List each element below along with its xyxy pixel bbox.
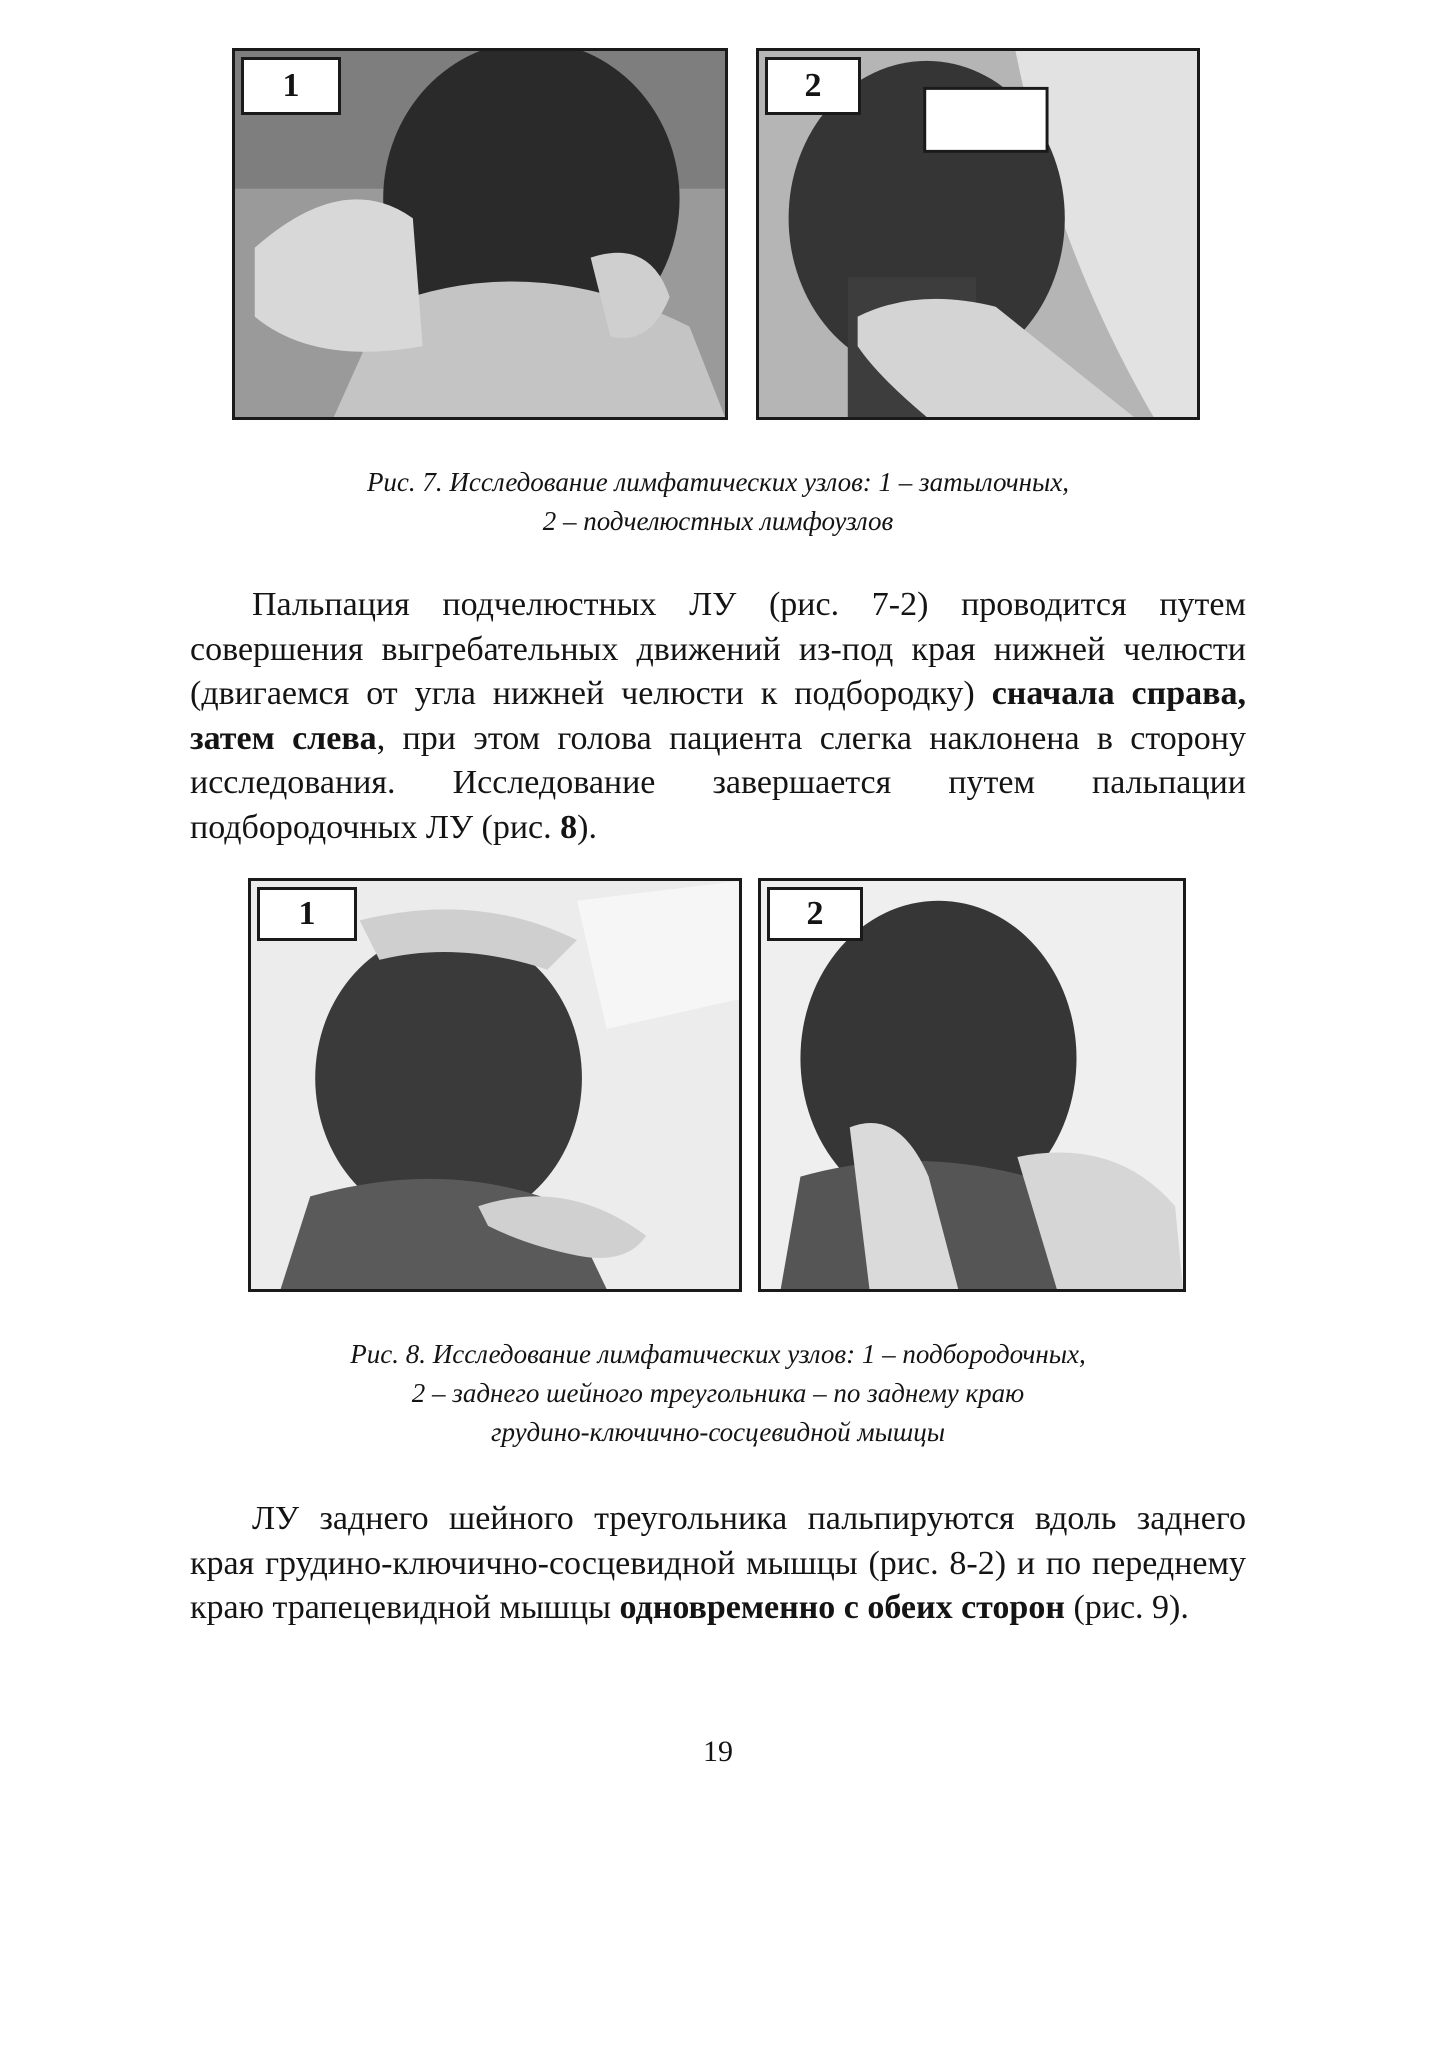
figure7-photo-2 xyxy=(756,48,1200,420)
caption-line: грудино-ключично-сосцевидной мышцы xyxy=(490,1417,946,1447)
paragraph-2 xyxy=(190,1497,1246,1631)
paragraph-1 xyxy=(190,583,1246,850)
page-number: 19 xyxy=(703,1735,733,1768)
posterior-triangle-palpation-photo xyxy=(761,881,1183,1289)
caption-line: 2 – подчелюстных лимфоузлов xyxy=(542,506,894,536)
panel-label: 1 xyxy=(257,887,357,941)
caption-line: 2 – заднего шейного треугольника – по заднему краю xyxy=(411,1378,1025,1408)
panel-label: 1 xyxy=(241,57,341,115)
figure8-caption xyxy=(140,1335,1296,1452)
paragraph-text: ЛУ заднего шейного треугольника пальпируются вдоль заднего края грудино-ключично-сосцевидной мышцы (рис. 8-2) и по переднему краю трапецевидной мышцы одновременно с обеих сторон (рис. 9). xyxy=(190,1500,1246,1626)
paragraph-text: Пальпация подчелюстных ЛУ (рис. 7-2) проводится путем совершения выгребательных движений из-под края нижней челюсти (двигаемся от угла нижней челюсти к подбородку) сначала справа, затем слева, при этом голова пациента слегка наклонена в сторону исследования. Исследование завершается путем пальпации подбородочных ЛУ (рис. 8). xyxy=(190,586,1246,846)
emphasis: сначала справа, затем слева xyxy=(190,675,1246,757)
emphasis: одновременно с обеих сторон xyxy=(619,1589,1065,1626)
figure8-photo-1 xyxy=(248,878,742,1292)
figure8-photo-2 xyxy=(758,878,1186,1292)
panel-label: 2 xyxy=(767,887,863,941)
caption-line: Рис. 7. Исследование лимфатических узлов: 1 – затылочных, xyxy=(366,467,1070,497)
figure7-photo-1 xyxy=(232,48,728,420)
panel-label: 2 xyxy=(765,57,861,115)
caption-line: Рис. 8. Исследование лимфатических узлов: 1 – подбородочных, xyxy=(350,1339,1086,1369)
figure7-caption xyxy=(140,463,1296,541)
chin-palpation-photo xyxy=(251,881,739,1289)
emphasis: 8 xyxy=(560,808,578,846)
